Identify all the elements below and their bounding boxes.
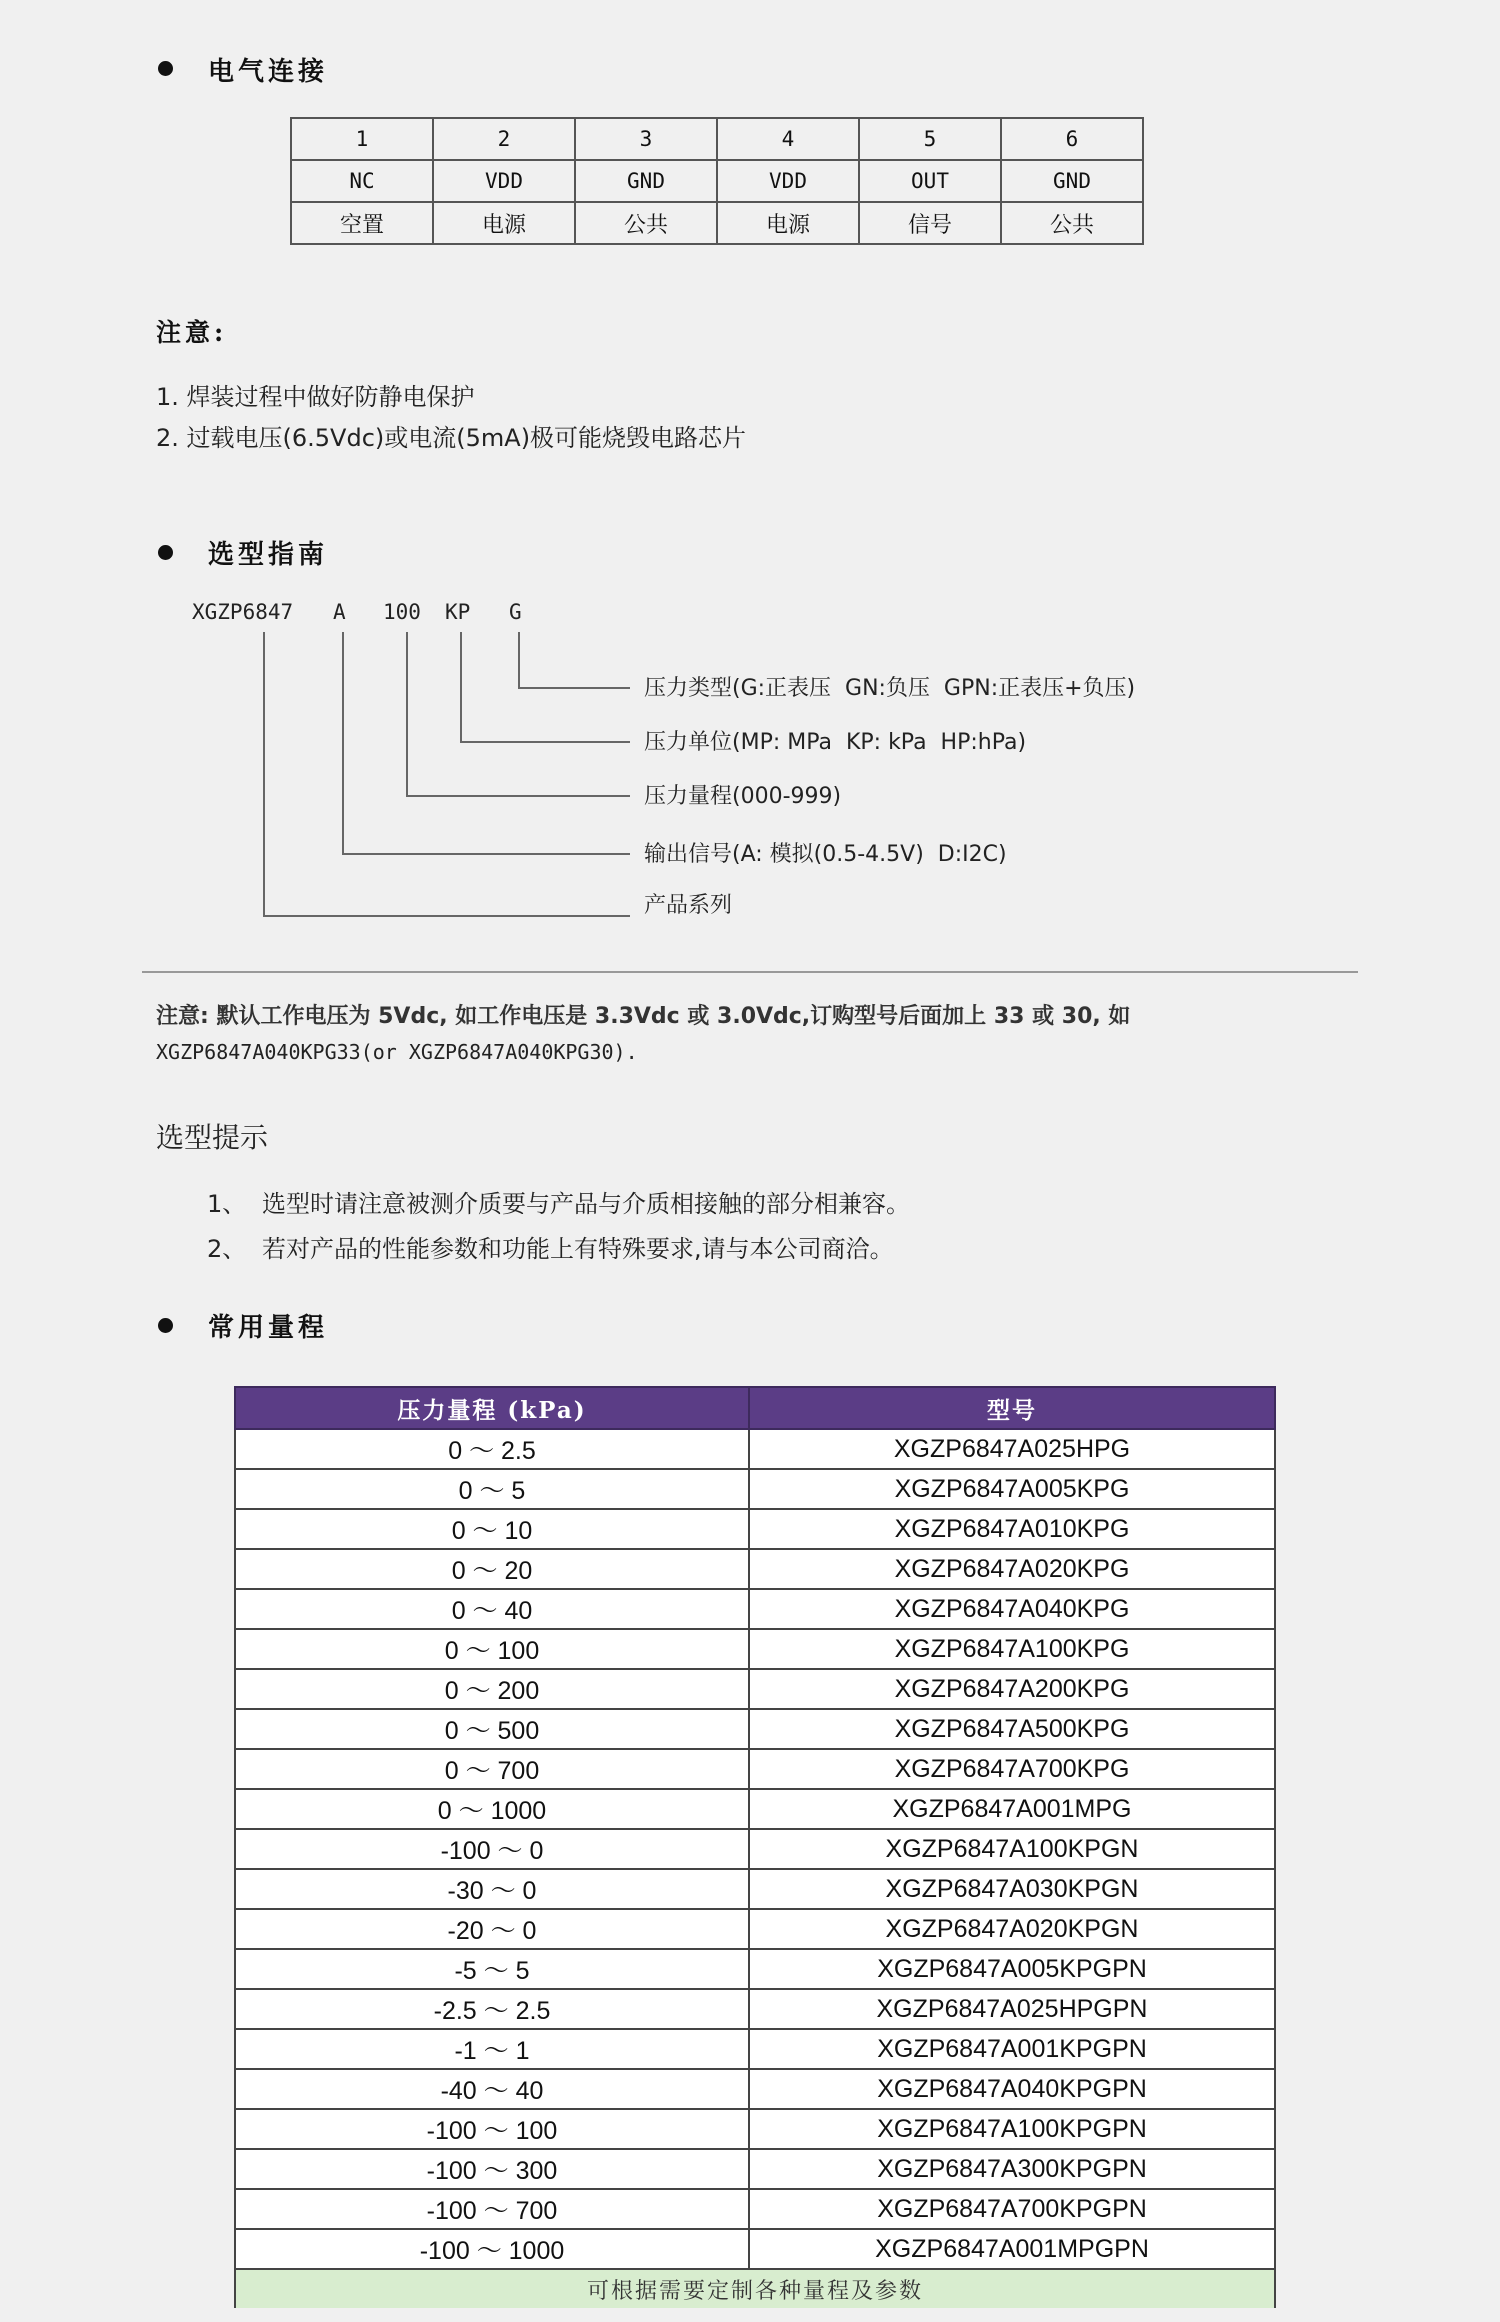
table-row bbox=[235, 1669, 1275, 1709]
model-cell: XGZP6847A100KPG bbox=[749, 1629, 1275, 1669]
table-row bbox=[235, 1789, 1275, 1829]
guide-line bbox=[263, 632, 265, 916]
range-cell: 0 ～ 2.5 bbox=[235, 1429, 749, 1469]
table-row bbox=[235, 1589, 1275, 1629]
table-row bbox=[235, 1989, 1275, 2029]
range-cell: -100 ～ 100 bbox=[235, 2109, 749, 2149]
note-item: 1. 焊装过程中做好防静电保护 bbox=[156, 383, 475, 411]
code-unit: KP bbox=[445, 600, 471, 624]
pin-signal: GND bbox=[1001, 160, 1143, 202]
range-table-body bbox=[235, 1429, 1275, 2269]
range-cell: -20 ～ 0 bbox=[235, 1909, 749, 1949]
table-row bbox=[235, 1629, 1275, 1669]
range-table-header bbox=[235, 1387, 1275, 1429]
pin-number: 4 bbox=[717, 118, 859, 160]
section-title-ranges: 常用量程 bbox=[208, 1313, 329, 1343]
pin-desc: 空置 bbox=[291, 202, 433, 244]
code-output: A bbox=[333, 600, 346, 624]
range-cell: -100 ～ 1000 bbox=[235, 2229, 749, 2269]
table-row bbox=[235, 1829, 1275, 1869]
pin-signal: OUT bbox=[859, 160, 1001, 202]
table-row bbox=[235, 1869, 1275, 1909]
code-type: G bbox=[509, 600, 522, 624]
pin-number: 6 bbox=[1001, 118, 1143, 160]
table-row bbox=[235, 1509, 1275, 1549]
section-title-guide: 选型指南 bbox=[208, 540, 329, 570]
guide-line bbox=[518, 632, 520, 688]
pin-desc-row bbox=[291, 202, 1143, 244]
voltage-note-line2: XGZP6847A040KPG33(or XGZP6847A040KPG30). bbox=[156, 1040, 638, 1064]
model-cell: XGZP6847A200KPG bbox=[749, 1669, 1275, 1709]
pin-signal-row bbox=[291, 160, 1143, 202]
range-cell: -5 ～ 5 bbox=[235, 1949, 749, 1989]
range-cell: 0 ～ 40 bbox=[235, 1589, 749, 1629]
guide-line bbox=[518, 687, 630, 689]
pin-number-row bbox=[291, 118, 1143, 160]
range-cell: -1 ～ 1 bbox=[235, 2029, 749, 2069]
model-cell: XGZP6847A001KPGPN bbox=[749, 2029, 1275, 2069]
guide-line bbox=[406, 632, 408, 796]
note-item: 2. 过载电压(6.5Vdc)或电流(5mA)极可能烧毁电路芯片 bbox=[156, 424, 747, 452]
tip-text: 选型时请注意被测介质要与产品与介质相接触的部分相兼容。 bbox=[262, 1190, 910, 1218]
model-cell: XGZP6847A700KPG bbox=[749, 1749, 1275, 1789]
section-title-electrical: 电气连接 bbox=[208, 57, 329, 87]
model-cell: XGZP6847A020KPG bbox=[749, 1549, 1275, 1589]
footer-note: 可根据需要定制各种量程及参数 bbox=[235, 2269, 1275, 2308]
range-table bbox=[234, 1386, 1276, 2308]
table-row bbox=[235, 2029, 1275, 2069]
guide-label-series: 产品系列 bbox=[644, 893, 733, 918]
guide-label-unit: 压力单位(MP: MPa KP: kPa HP:hPa) bbox=[644, 730, 1027, 755]
guide-line bbox=[460, 741, 630, 743]
pin-signal: NC bbox=[291, 160, 433, 202]
model-cell: XGZP6847A700KPGPN bbox=[749, 2189, 1275, 2229]
bullet-icon bbox=[158, 1318, 173, 1333]
pin-desc: 电源 bbox=[717, 202, 859, 244]
guide-line bbox=[342, 632, 344, 854]
model-cell: XGZP6847A100KPGPN bbox=[749, 2109, 1275, 2149]
model-cell: XGZP6847A500KPG bbox=[749, 1709, 1275, 1749]
model-cell: XGZP6847A100KPGN bbox=[749, 1829, 1275, 1869]
pin-number: 1 bbox=[291, 118, 433, 160]
tip-number: 2、 bbox=[207, 1235, 247, 1263]
notes-title: 注意: bbox=[156, 318, 228, 347]
table-row bbox=[235, 2069, 1275, 2109]
model-cell: XGZP6847A040KPGPN bbox=[749, 2069, 1275, 2109]
range-cell: 0 ～ 700 bbox=[235, 1749, 749, 1789]
model-cell: XGZP6847A005KPG bbox=[749, 1469, 1275, 1509]
header-model: 型号 bbox=[749, 1387, 1275, 1429]
range-cell: -40 ～ 40 bbox=[235, 2069, 749, 2109]
header-range: 压力量程 (kPa) bbox=[235, 1387, 749, 1429]
pin-number: 3 bbox=[575, 118, 717, 160]
model-cell: XGZP6847A005KPGPN bbox=[749, 1949, 1275, 1989]
range-cell: -30 ～ 0 bbox=[235, 1869, 749, 1909]
model-cell: XGZP6847A040KPG bbox=[749, 1589, 1275, 1629]
table-row bbox=[235, 1909, 1275, 1949]
table-row bbox=[235, 2189, 1275, 2229]
pin-number: 2 bbox=[433, 118, 575, 160]
model-cell: XGZP6847A025HPG bbox=[749, 1429, 1275, 1469]
range-cell: 0 ～ 500 bbox=[235, 1709, 749, 1749]
model-cell: XGZP6847A025HPGPN bbox=[749, 1989, 1275, 2029]
guide-label-range: 压力量程(000-999) bbox=[644, 784, 842, 809]
pin-signal: VDD bbox=[433, 160, 575, 202]
divider bbox=[142, 971, 1358, 973]
pin-desc: 公共 bbox=[575, 202, 717, 244]
table-row bbox=[235, 2149, 1275, 2189]
model-cell: XGZP6847A001MPG bbox=[749, 1789, 1275, 1829]
table-row bbox=[235, 1709, 1275, 1749]
model-cell: XGZP6847A300KPGPN bbox=[749, 2149, 1275, 2189]
table-row bbox=[235, 2109, 1275, 2149]
model-cell: XGZP6847A001MPGPN bbox=[749, 2229, 1275, 2269]
pin-signal: VDD bbox=[717, 160, 859, 202]
guide-line bbox=[406, 795, 630, 797]
table-row bbox=[235, 1429, 1275, 1469]
code-range: 100 bbox=[383, 600, 421, 624]
range-table-footer bbox=[235, 2269, 1275, 2308]
code-series: XGZP6847 bbox=[192, 600, 294, 624]
range-cell: 0 ～ 10 bbox=[235, 1509, 749, 1549]
table-row bbox=[235, 1469, 1275, 1509]
pin-number: 5 bbox=[859, 118, 1001, 160]
pin-signal: GND bbox=[575, 160, 717, 202]
range-cell: 0 ～ 5 bbox=[235, 1469, 749, 1509]
range-cell: -100 ～ 700 bbox=[235, 2189, 749, 2229]
guide-line bbox=[263, 915, 630, 917]
pin-desc: 公共 bbox=[1001, 202, 1143, 244]
tip-text: 若对产品的性能参数和功能上有特殊要求,请与本公司商洽。 bbox=[262, 1235, 894, 1263]
table-row bbox=[235, 1749, 1275, 1789]
range-cell: -100 ～ 300 bbox=[235, 2149, 749, 2189]
guide-label-type: 压力类型(G:正表压 GN:负压 GPN:正表压+负压) bbox=[644, 676, 1136, 701]
pin-table bbox=[290, 117, 1144, 245]
tips-title: 选型提示 bbox=[156, 1121, 269, 1154]
tip-number: 1、 bbox=[207, 1190, 247, 1218]
range-cell: 0 ～ 1000 bbox=[235, 1789, 749, 1829]
guide-line bbox=[342, 853, 630, 855]
table-row bbox=[235, 1949, 1275, 1989]
model-cell: XGZP6847A010KPG bbox=[749, 1509, 1275, 1549]
model-cell: XGZP6847A030KPGN bbox=[749, 1869, 1275, 1909]
guide-label-output: 输出信号(A: 模拟(0.5-4.5V) D:I2C) bbox=[644, 842, 1007, 867]
bullet-icon bbox=[158, 545, 173, 560]
range-cell: 0 ～ 20 bbox=[235, 1549, 749, 1589]
pin-desc: 电源 bbox=[433, 202, 575, 244]
guide-line bbox=[460, 632, 462, 742]
range-cell: 0 ～ 100 bbox=[235, 1629, 749, 1669]
bullet-icon bbox=[158, 61, 173, 76]
table-row bbox=[235, 2229, 1275, 2269]
range-cell: -2.5 ～ 2.5 bbox=[235, 1989, 749, 2029]
voltage-note-line1: 注意: 默认工作电压为 5Vdc, 如工作电压是 3.3Vdc 或 3.0Vdc,订购型号后面加上 33 或 30, 如 bbox=[156, 1004, 1131, 1029]
pin-desc: 信号 bbox=[859, 202, 1001, 244]
range-cell: -100 ～ 0 bbox=[235, 1829, 749, 1869]
range-cell: 0 ～ 200 bbox=[235, 1669, 749, 1709]
table-row bbox=[235, 1549, 1275, 1589]
model-cell: XGZP6847A020KPGN bbox=[749, 1909, 1275, 1949]
